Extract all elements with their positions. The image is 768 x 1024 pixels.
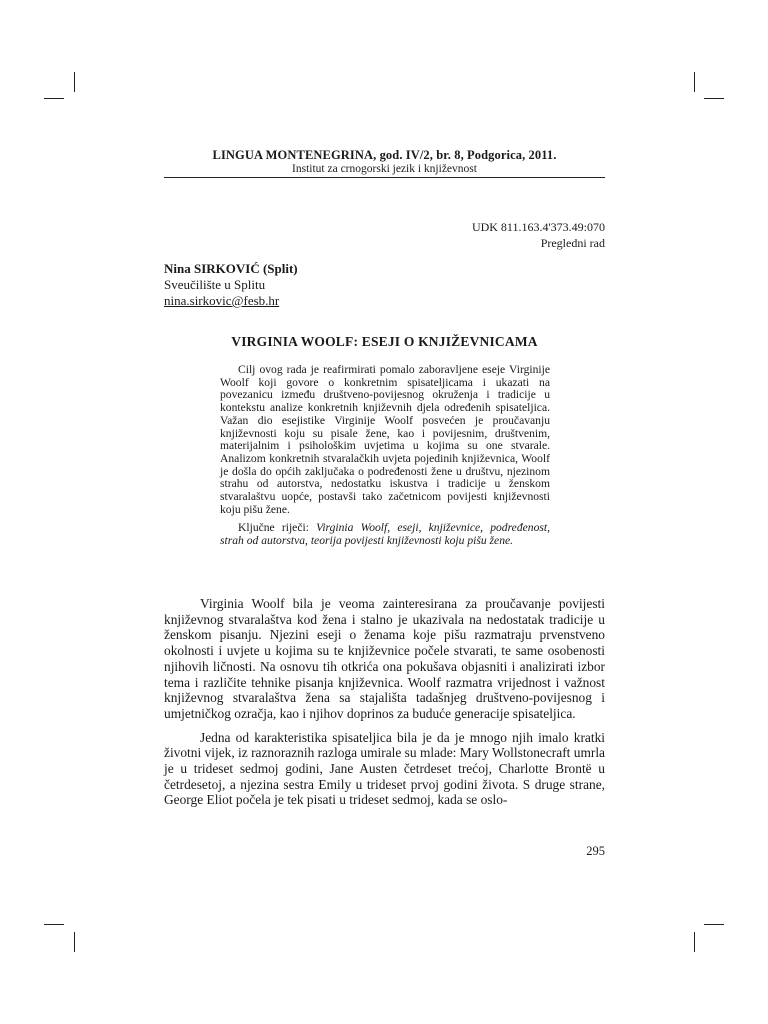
body-paragraph: Jedna od karakteristika spisateljica bila je da je mnogo njih imalo kratki životni vijek, iz raznoraznih razloga umirale su mlade: Mary Wollstonecraft umrla je u trideset sedmoj godini, Jane Austen četrdeset trećoj, Charlotte Brontë u četrdesetoj, a njezina sestra Emily u trideset prvoj godini života. S druge strane, George Eliot počela je tek pisati u trideset sedmoj, kada se oslo- bbox=[164, 729, 605, 808]
crop-mark bbox=[74, 932, 75, 952]
crop-mark bbox=[694, 72, 695, 92]
article-type: Pregledni rad bbox=[540, 236, 605, 250]
crop-mark bbox=[704, 98, 724, 99]
article-title: VIRGINIA WOOLF: ESEJI O KNJIŽEVNICAMA bbox=[231, 334, 538, 349]
header-divider bbox=[164, 177, 605, 178]
author-affiliation: Sveučilište u Splitu bbox=[164, 277, 266, 292]
crop-mark bbox=[44, 98, 64, 99]
journal-citation: LINGUA MONTENEGRINA, god. IV/2, br. 8, Podgorica, 2011. bbox=[212, 148, 557, 162]
running-header bbox=[164, 148, 605, 176]
udk-code: UDK 811.163.4'373.49:070 bbox=[471, 220, 605, 234]
body-paragraph: Virginia Woolf bila je veoma zainteresirana za proučavanje povijesti književnog stvaralaštva kod žena i stalno je ukazivala na nedostatak tradicije u ženskom pisanju. Njezini eseji o ženama koje pišu razmatraju prvenstveno okolnosti i uvjete u kojima su te književnice počele stvarati, te same osobenosti njihovih ličnosti. Na osnovu tih otkrića ona pokušava objasniti i analizirati izbor tema i različite tehnike pisanja književnica. Woolf razmatra vrijednost i važnost književnog stvaralaštva žena sa stajališta tadašnjeg društveno-povijesnog i umjetničkog ozračja, kao i njihov doprinos za buduće generacije spisateljica. bbox=[164, 596, 605, 721]
author-block bbox=[164, 261, 298, 309]
abstract-text: Cilj ovog rada je reafirmirati pomalo zaboravljene eseje Virginije Woolf koji govore o konkretnim spisateljicama i ukazati na povezanicu između društveno-povijesnog okruženja i tradicije u kontekstu analize konkretnih književnih djela određenih spisateljica. Važan dio esejistike Virginije Woolf posvećen je proučavanju književnosti koju su pisale žene, kao i povijesnim, društvenim, materijalnim i psihološkim uvjetima u kojima su one stvarale. Analizom konkretnih stvaralačkih uvjeta pojedinih književnica, Woolf je došla do općih zaključaka o podređenosti žene u društvu, njezinom strahu od autorstva, nedostatku iskustva i tradicije u ženskom stvaralaštvu uopće, postavši tako začetnicom povijesti književnosti koju pišu žene. bbox=[220, 363, 550, 516]
page-number: 295 bbox=[586, 844, 605, 858]
classification bbox=[472, 219, 605, 251]
crop-mark bbox=[44, 924, 64, 925]
author-email-link[interactable]: nina.sirkovic@fesb.hr bbox=[164, 293, 280, 308]
keywords-list: Virginia Woolf, eseji, književnice, podređenost, strah od autorstva, teorija povijesti književnosti koju pišu žene. bbox=[220, 521, 550, 548]
body-text bbox=[164, 596, 605, 816]
keywords bbox=[220, 522, 550, 547]
crop-mark bbox=[704, 924, 724, 925]
institute-name: Institut za crnogorski jezik i književnost bbox=[292, 163, 477, 175]
abstract bbox=[220, 364, 550, 548]
keywords-label: Ključne riječi: bbox=[238, 521, 309, 535]
crop-mark bbox=[74, 72, 75, 92]
crop-mark bbox=[694, 932, 695, 952]
author-name: Nina SIRKOVIĆ (Split) bbox=[164, 261, 298, 276]
